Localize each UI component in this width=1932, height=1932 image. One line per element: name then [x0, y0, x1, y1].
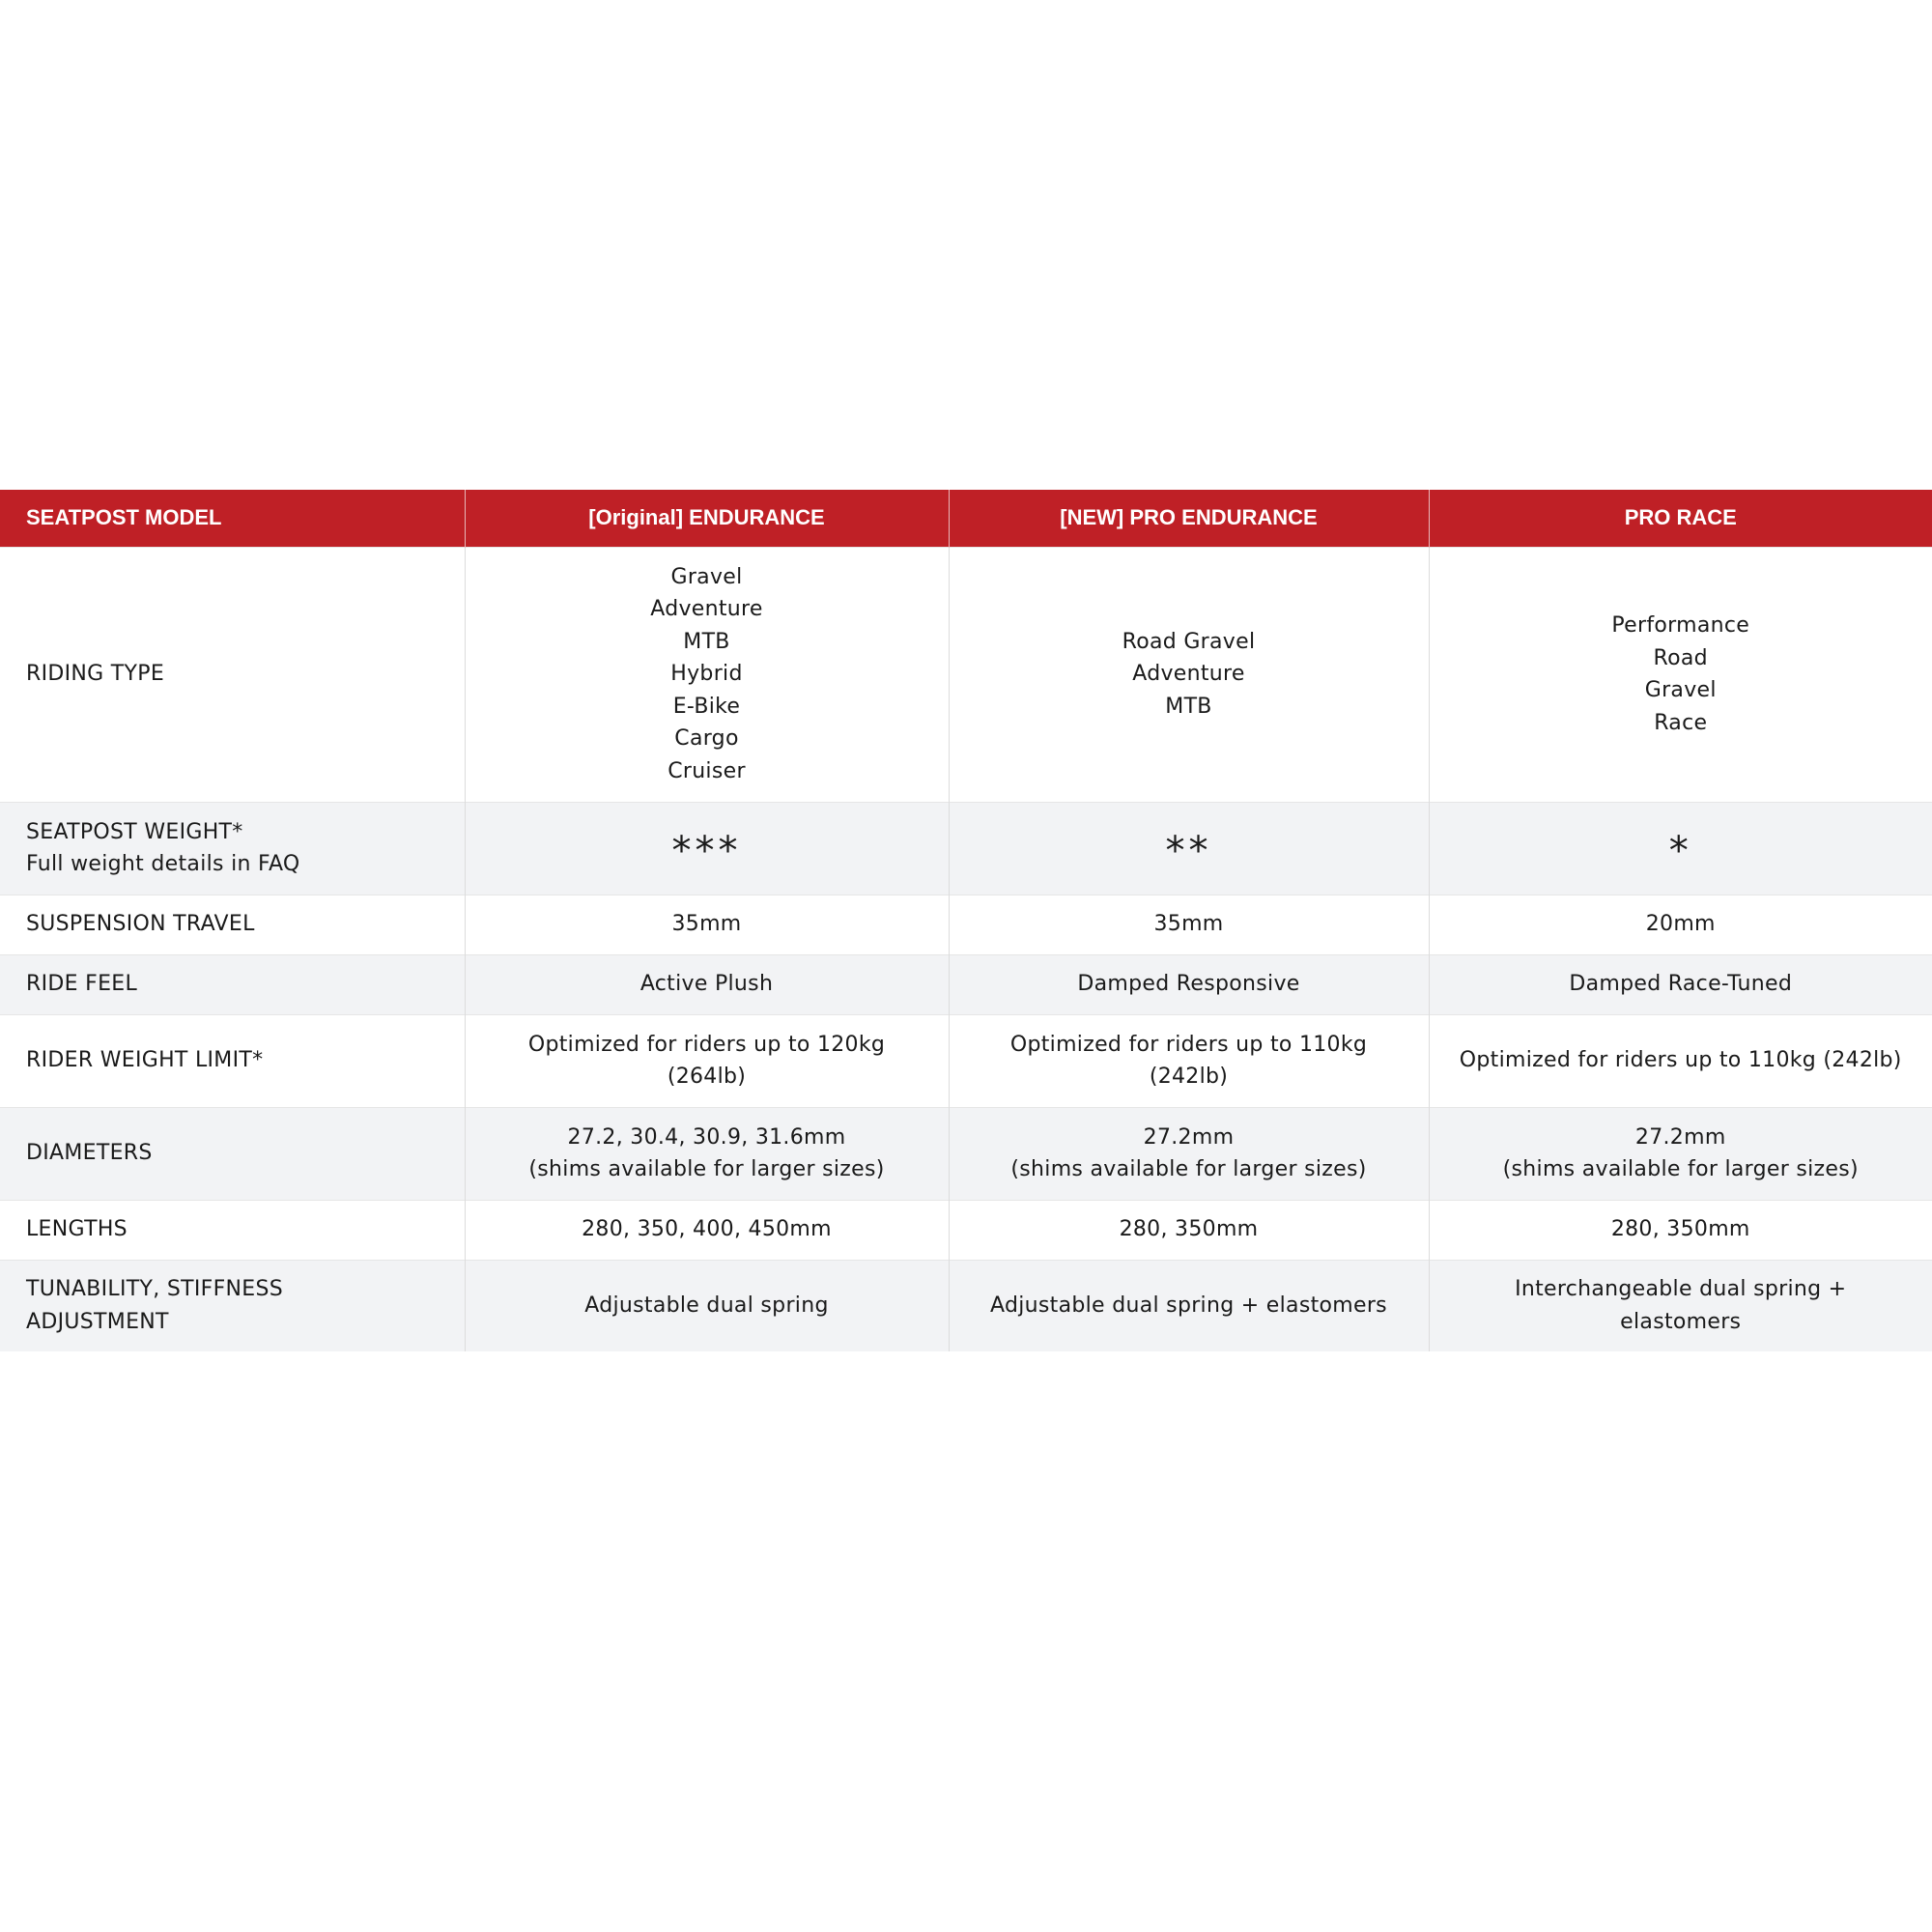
header-original-endurance: [Original] ENDURANCE	[465, 490, 949, 547]
cell-line: (shims available for larger sizes)	[1010, 1157, 1367, 1181]
riding-type-item: Performance	[1611, 613, 1750, 638]
weight-rating-stars: **	[1165, 829, 1212, 874]
row-label-rider-weight-limit: RIDER WEIGHT LIMIT*	[0, 1014, 465, 1107]
riding-type-item: Hybrid	[670, 662, 743, 687]
cell-tunability-pro-endurance: Adjustable dual spring + elastomers	[949, 1260, 1429, 1351]
cell-feel-pro-endurance: Damped Responsive	[949, 954, 1429, 1014]
riding-type-item: Road Gravel	[1122, 629, 1256, 654]
row-label-tunability	[0, 1260, 465, 1351]
cell-travel-pro-race: 20mm	[1429, 895, 1932, 954]
cell-line: 27.2, 30.4, 30.9, 31.6mm	[567, 1124, 846, 1150]
row-label-seatpost-weight	[0, 802, 465, 895]
cell-tunability-pro-race	[1429, 1260, 1932, 1351]
riding-type-item: Gravel	[670, 564, 743, 589]
riding-type-item: MTB	[683, 629, 730, 654]
table-row-suspension-travel	[0, 895, 1932, 954]
riding-type-item: E-Bike	[672, 694, 741, 719]
cell-riding-type-pro-race	[1429, 547, 1932, 802]
row-label-line: SEATPOST WEIGHT*	[26, 819, 243, 844]
cell-travel-pro-endurance: 35mm	[949, 895, 1429, 954]
cell-line: 27.2mm	[1634, 1124, 1726, 1150]
cell-feel-original: Active Plush	[465, 954, 949, 1014]
row-label-suspension-travel: SUSPENSION TRAVEL	[0, 895, 465, 954]
cell-lengths-pro-endurance: 280, 350mm	[949, 1200, 1429, 1260]
table-row-diameters	[0, 1107, 1932, 1200]
comparison-table-container	[0, 490, 1932, 1351]
row-label-line: ADJUSTMENT	[26, 1309, 169, 1334]
seatpost-comparison-table	[0, 490, 1932, 1351]
cell-limit-pro-race: Optimized for riders up to 110kg (242lb)	[1429, 1014, 1932, 1107]
cell-line: (shims available for larger sizes)	[1502, 1157, 1859, 1181]
header-pro-race: PRO RACE	[1429, 490, 1932, 547]
row-label-ride-feel: RIDE FEEL	[0, 954, 465, 1014]
cell-line: (264lb)	[667, 1065, 747, 1089]
riding-type-item: Cargo	[674, 726, 739, 752]
table-row-riding-type	[0, 547, 1932, 802]
row-label-line: TUNABILITY, STIFFNESS	[26, 1277, 284, 1302]
header-new-pro-endurance: [NEW] PRO ENDURANCE	[949, 490, 1429, 547]
cell-weight-pro-endurance	[949, 802, 1429, 895]
row-label-diameters: DIAMETERS	[0, 1107, 465, 1200]
table-row-seatpost-weight	[0, 802, 1932, 895]
cell-line: (242lb)	[1149, 1065, 1229, 1089]
weight-rating-stars: *	[1668, 829, 1692, 874]
riding-type-item: Adventure	[1132, 662, 1245, 687]
weight-rating-stars: ***	[671, 829, 742, 874]
cell-line: 27.2mm	[1143, 1124, 1235, 1150]
table-row-lengths	[0, 1200, 1932, 1260]
cell-line: Interchangeable dual spring +	[1515, 1277, 1847, 1302]
row-label-riding-type: RIDING TYPE	[0, 547, 465, 802]
riding-type-item: Adventure	[650, 597, 763, 622]
cell-travel-original: 35mm	[465, 895, 949, 954]
cell-riding-type-original	[465, 547, 949, 802]
table-row-rider-weight-limit	[0, 1014, 1932, 1107]
cell-line: Optimized for riders up to 110kg	[1009, 1032, 1368, 1057]
cell-diameters-original	[465, 1107, 949, 1200]
riding-type-item: MTB	[1165, 694, 1212, 719]
header-seatpost-model: SEATPOST MODEL	[0, 490, 465, 547]
cell-feel-pro-race: Damped Race-Tuned	[1429, 954, 1932, 1014]
row-label-lengths: LENGTHS	[0, 1200, 465, 1260]
cell-line: (shims available for larger sizes)	[528, 1157, 885, 1181]
cell-limit-pro-endurance	[949, 1014, 1429, 1107]
cell-tunability-original: Adjustable dual spring	[465, 1260, 949, 1351]
riding-type-item: Race	[1654, 710, 1708, 735]
table-row-ride-feel	[0, 954, 1932, 1014]
table-row-tunability	[0, 1260, 1932, 1351]
cell-weight-original	[465, 802, 949, 895]
cell-diameters-pro-endurance	[949, 1107, 1429, 1200]
cell-line: elastomers	[1620, 1309, 1742, 1334]
riding-type-item: Gravel	[1644, 678, 1717, 702]
cell-diameters-pro-race	[1429, 1107, 1932, 1200]
cell-line: Optimized for riders up to 120kg	[527, 1032, 886, 1057]
riding-type-item: Cruiser	[668, 758, 746, 783]
table-header-row	[0, 490, 1932, 547]
cell-weight-pro-race	[1429, 802, 1932, 895]
cell-riding-type-pro-endurance	[949, 547, 1429, 802]
cell-limit-original	[465, 1014, 949, 1107]
riding-type-item: Road	[1653, 645, 1708, 670]
row-label-line: Full weight details in FAQ	[26, 852, 300, 876]
cell-lengths-original: 280, 350, 400, 450mm	[465, 1200, 949, 1260]
cell-lengths-pro-race: 280, 350mm	[1429, 1200, 1932, 1260]
